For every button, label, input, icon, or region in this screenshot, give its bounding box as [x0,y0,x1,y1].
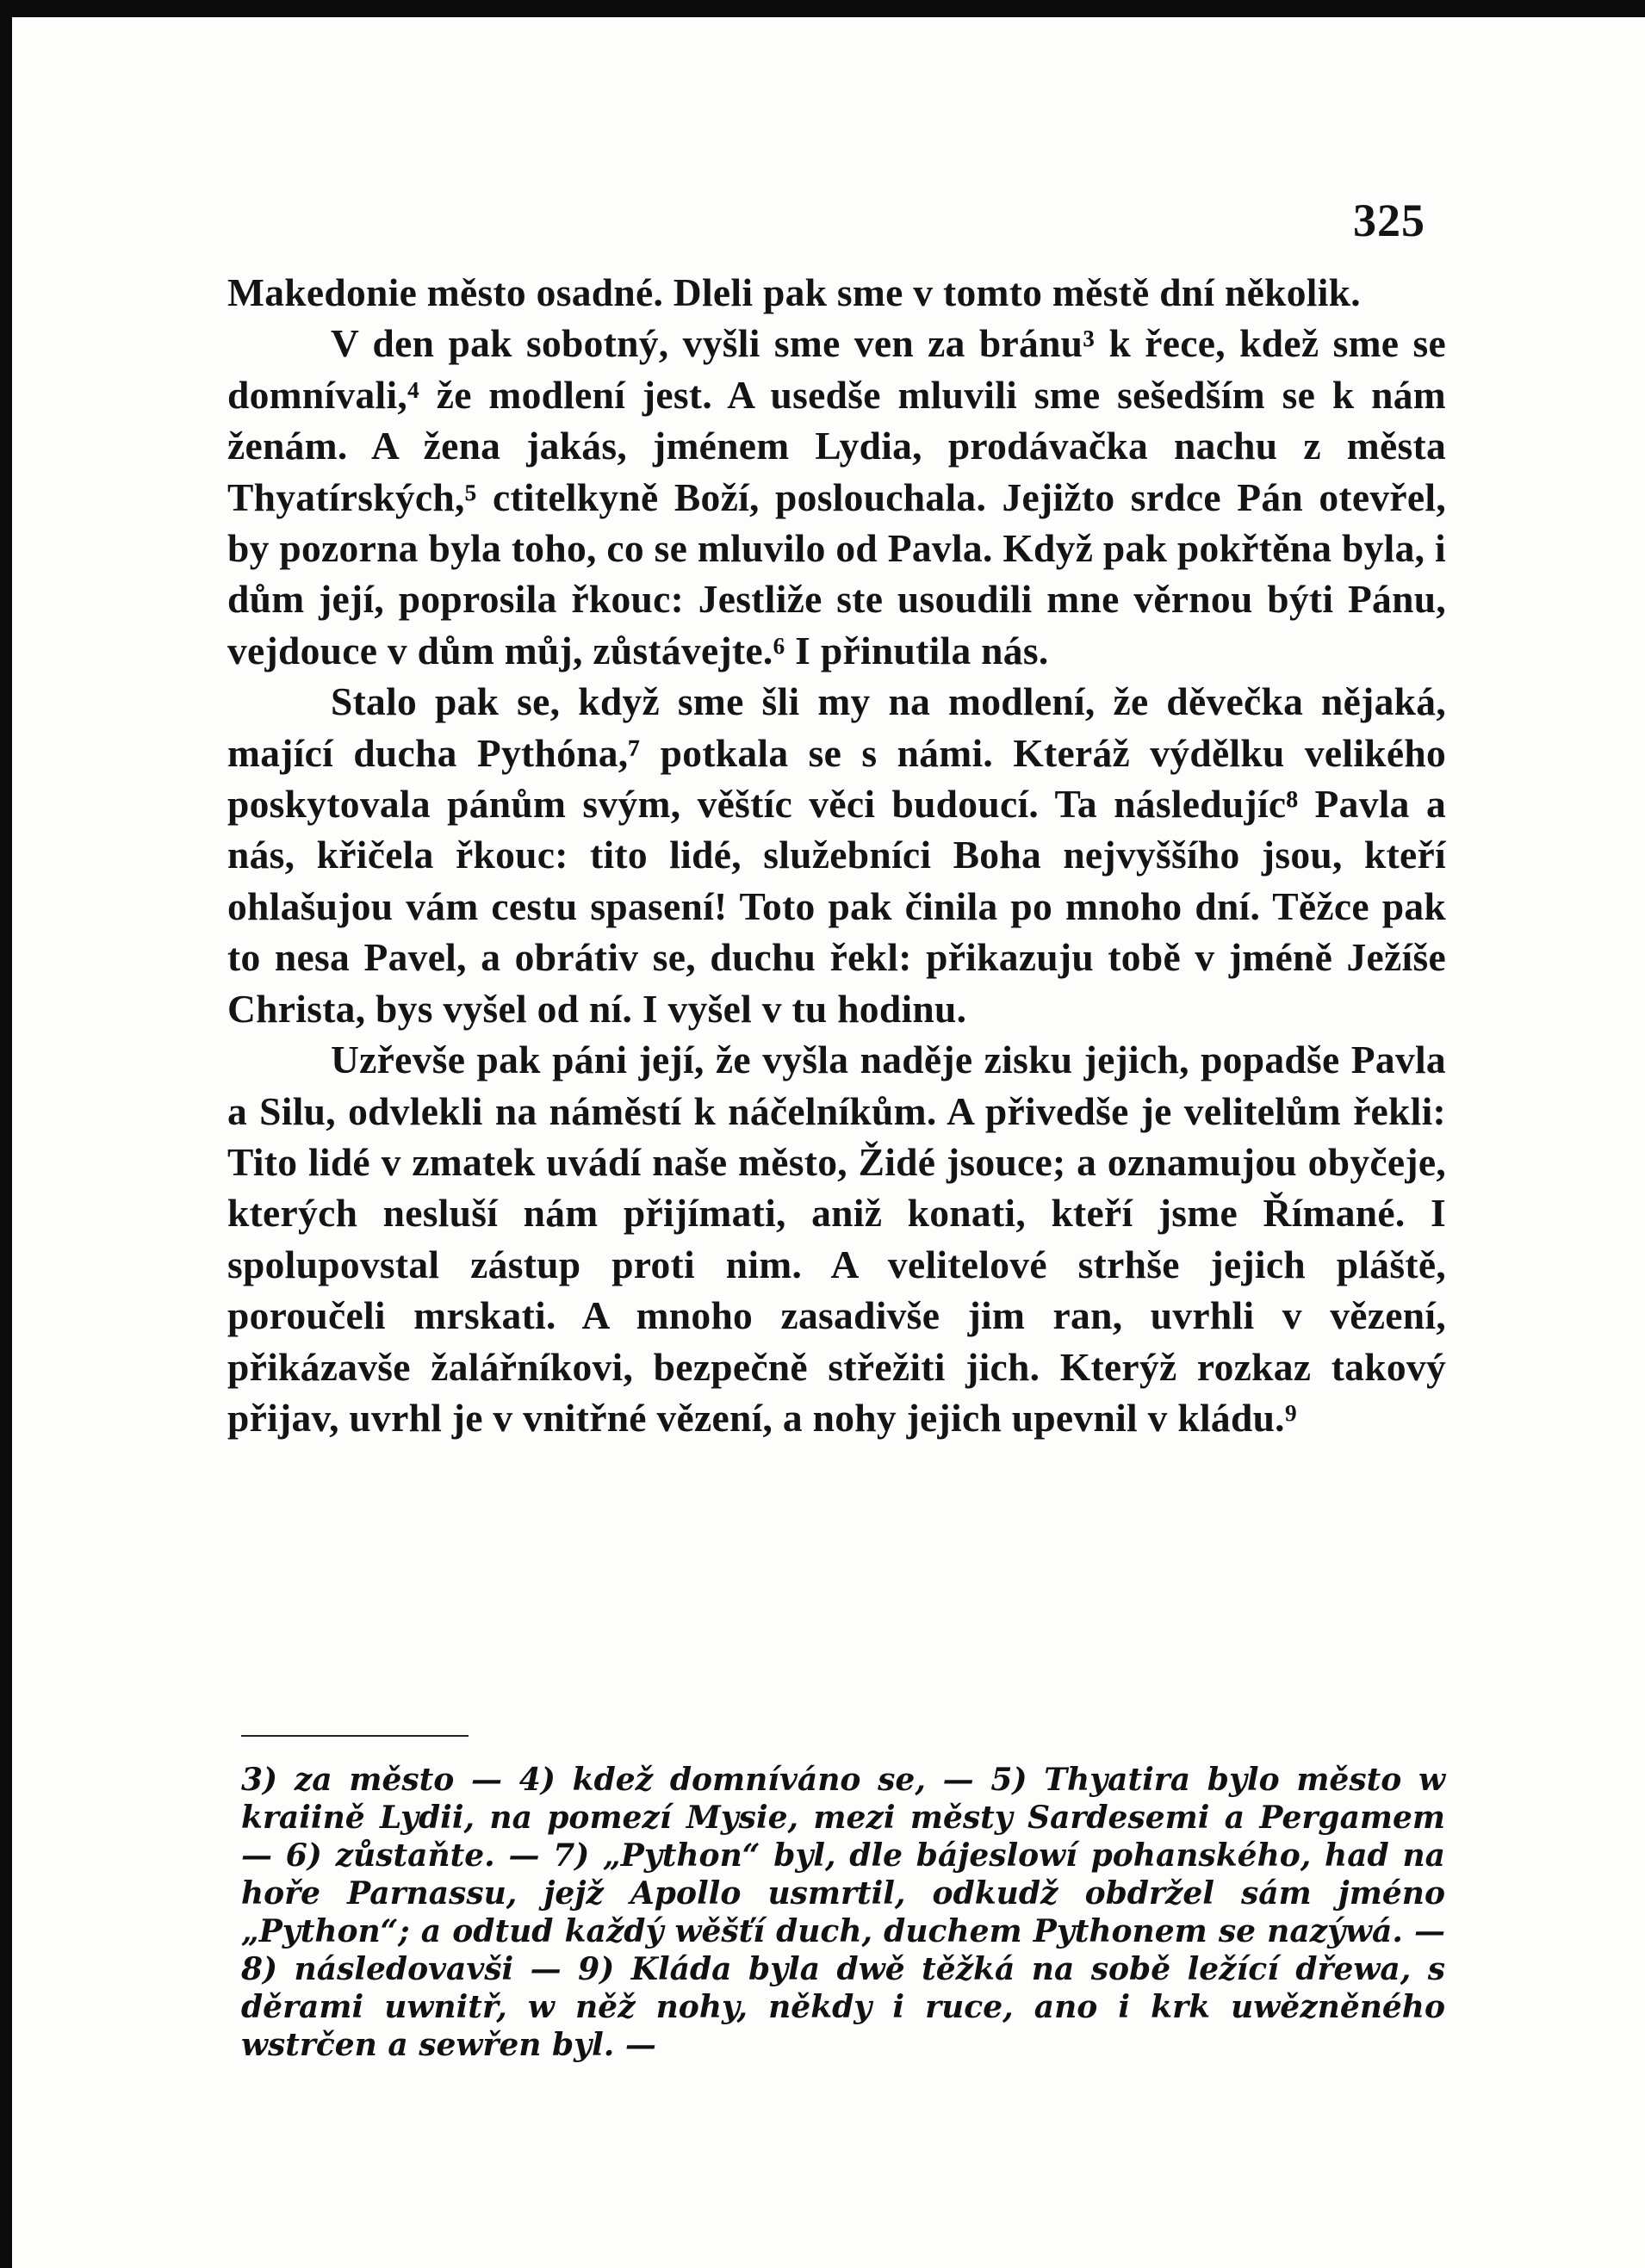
footnotes-text: 3) za město — 4) kdež domníváno se, — 5) Thyatira bylo město w kraiině Lydii, na pomezí Mysie, mezi městy Sardesemi a Pergamem — 6) zůstaňte. — 7) „Python“ byl, dle bájeslowí pohanského, had na hoře Parnassu, jejž Apollo usmrtil, odkudž obdržel sám jméno „Python“; a odtud každý wěšťí duch, duchem Pythonem se nazýwá. — 8) následovavši — 9) Kláda byla dwě těžká na sobě ležící dřewa, s děrami uwnitř, w něž nohy, někdy i ruce, ano i krk uwězněného wstrčen a sewřen byl. — [241,1762,1445,2063]
book-page [12,17,1645,2268]
paragraph-1: Makedonie město osadné. Dleli pak sme v tomto městě dní několik. [227,270,1361,314]
scan-border-top [0,0,1645,17]
scan-border-left [0,0,12,2268]
paragraph-4: Uzřevše pak páni její, že vyšla naděje zisku jejich, popadše Pavla a Silu, odvlekli na náměstí k náčelníkům. A přivedše je velitelům řekli: Tito lidé v zmatek uvádí naše město, Židé jsouce; a oznamujou obyčeje, kterých nesluší nám přijímati, aniž konati, kteří jsme Římané. I spolupovstal zástup proti nim. A velitelové strhše jejich pláště, poroučeli mrskati. A mnoho zasadivše jim ran, uvrhli v vězení, přikázavše žalářníkovi, bezpečně střežiti jich. Kterýž rozkaz takový přijav, uvrhl je v vnitřné vězení, a nohy jejich upevnil v kládu.⁹ [227,1038,1446,1440]
footnotes [241,1761,1445,2064]
footnote-divider [241,1735,469,1737]
paragraph-2: V den pak sobotný, vyšli sme ven za bránu³ k řece, kdež sme se domnívali,⁴ že modlení jest. A usedše mluvili sme sešedším se k nám ženám. A žena jakás, jménem Lydia, prodávačka nachu z města Thyatírských,⁵ ctitelkyně Boží, poslouchala. Jejižto srdce Pán otevřel, by pozorna byla toho, co se mluvilo od Pavla. Když pak pokřtěna byla, i dům její, poprosila řkouc: Jestliže ste usoudili mne věrnou býti Pánu, vejdouce v dům můj, zůstávejte.⁶ I přinutila nás. [227,321,1446,672]
page-number: 325 [1353,195,1425,246]
main-text [227,267,1446,1443]
paragraph-3: Stalo pak se, když sme šli my na modlení, že děvečka nějaká, mající ducha Pythóna,⁷ potkala se s námi. Kteráž výdělku velikého poskytovala pánům svým, věštíc věci budoucí. Ta následujíc⁸ Pavla a nás, křičela řkouc: tito lidé, služebníci Boha nejvyššího jsou, kteří ohlašujou vám cestu spasení! Toto pak činila po mnoho dní. Těžce pak to nesa Pavel, a obrátiv se, duchu řekl: přikazuju tobě v jméně Ježíše Christa, bys vyšel od ní. I vyšel v tu hodinu. [227,679,1446,1031]
